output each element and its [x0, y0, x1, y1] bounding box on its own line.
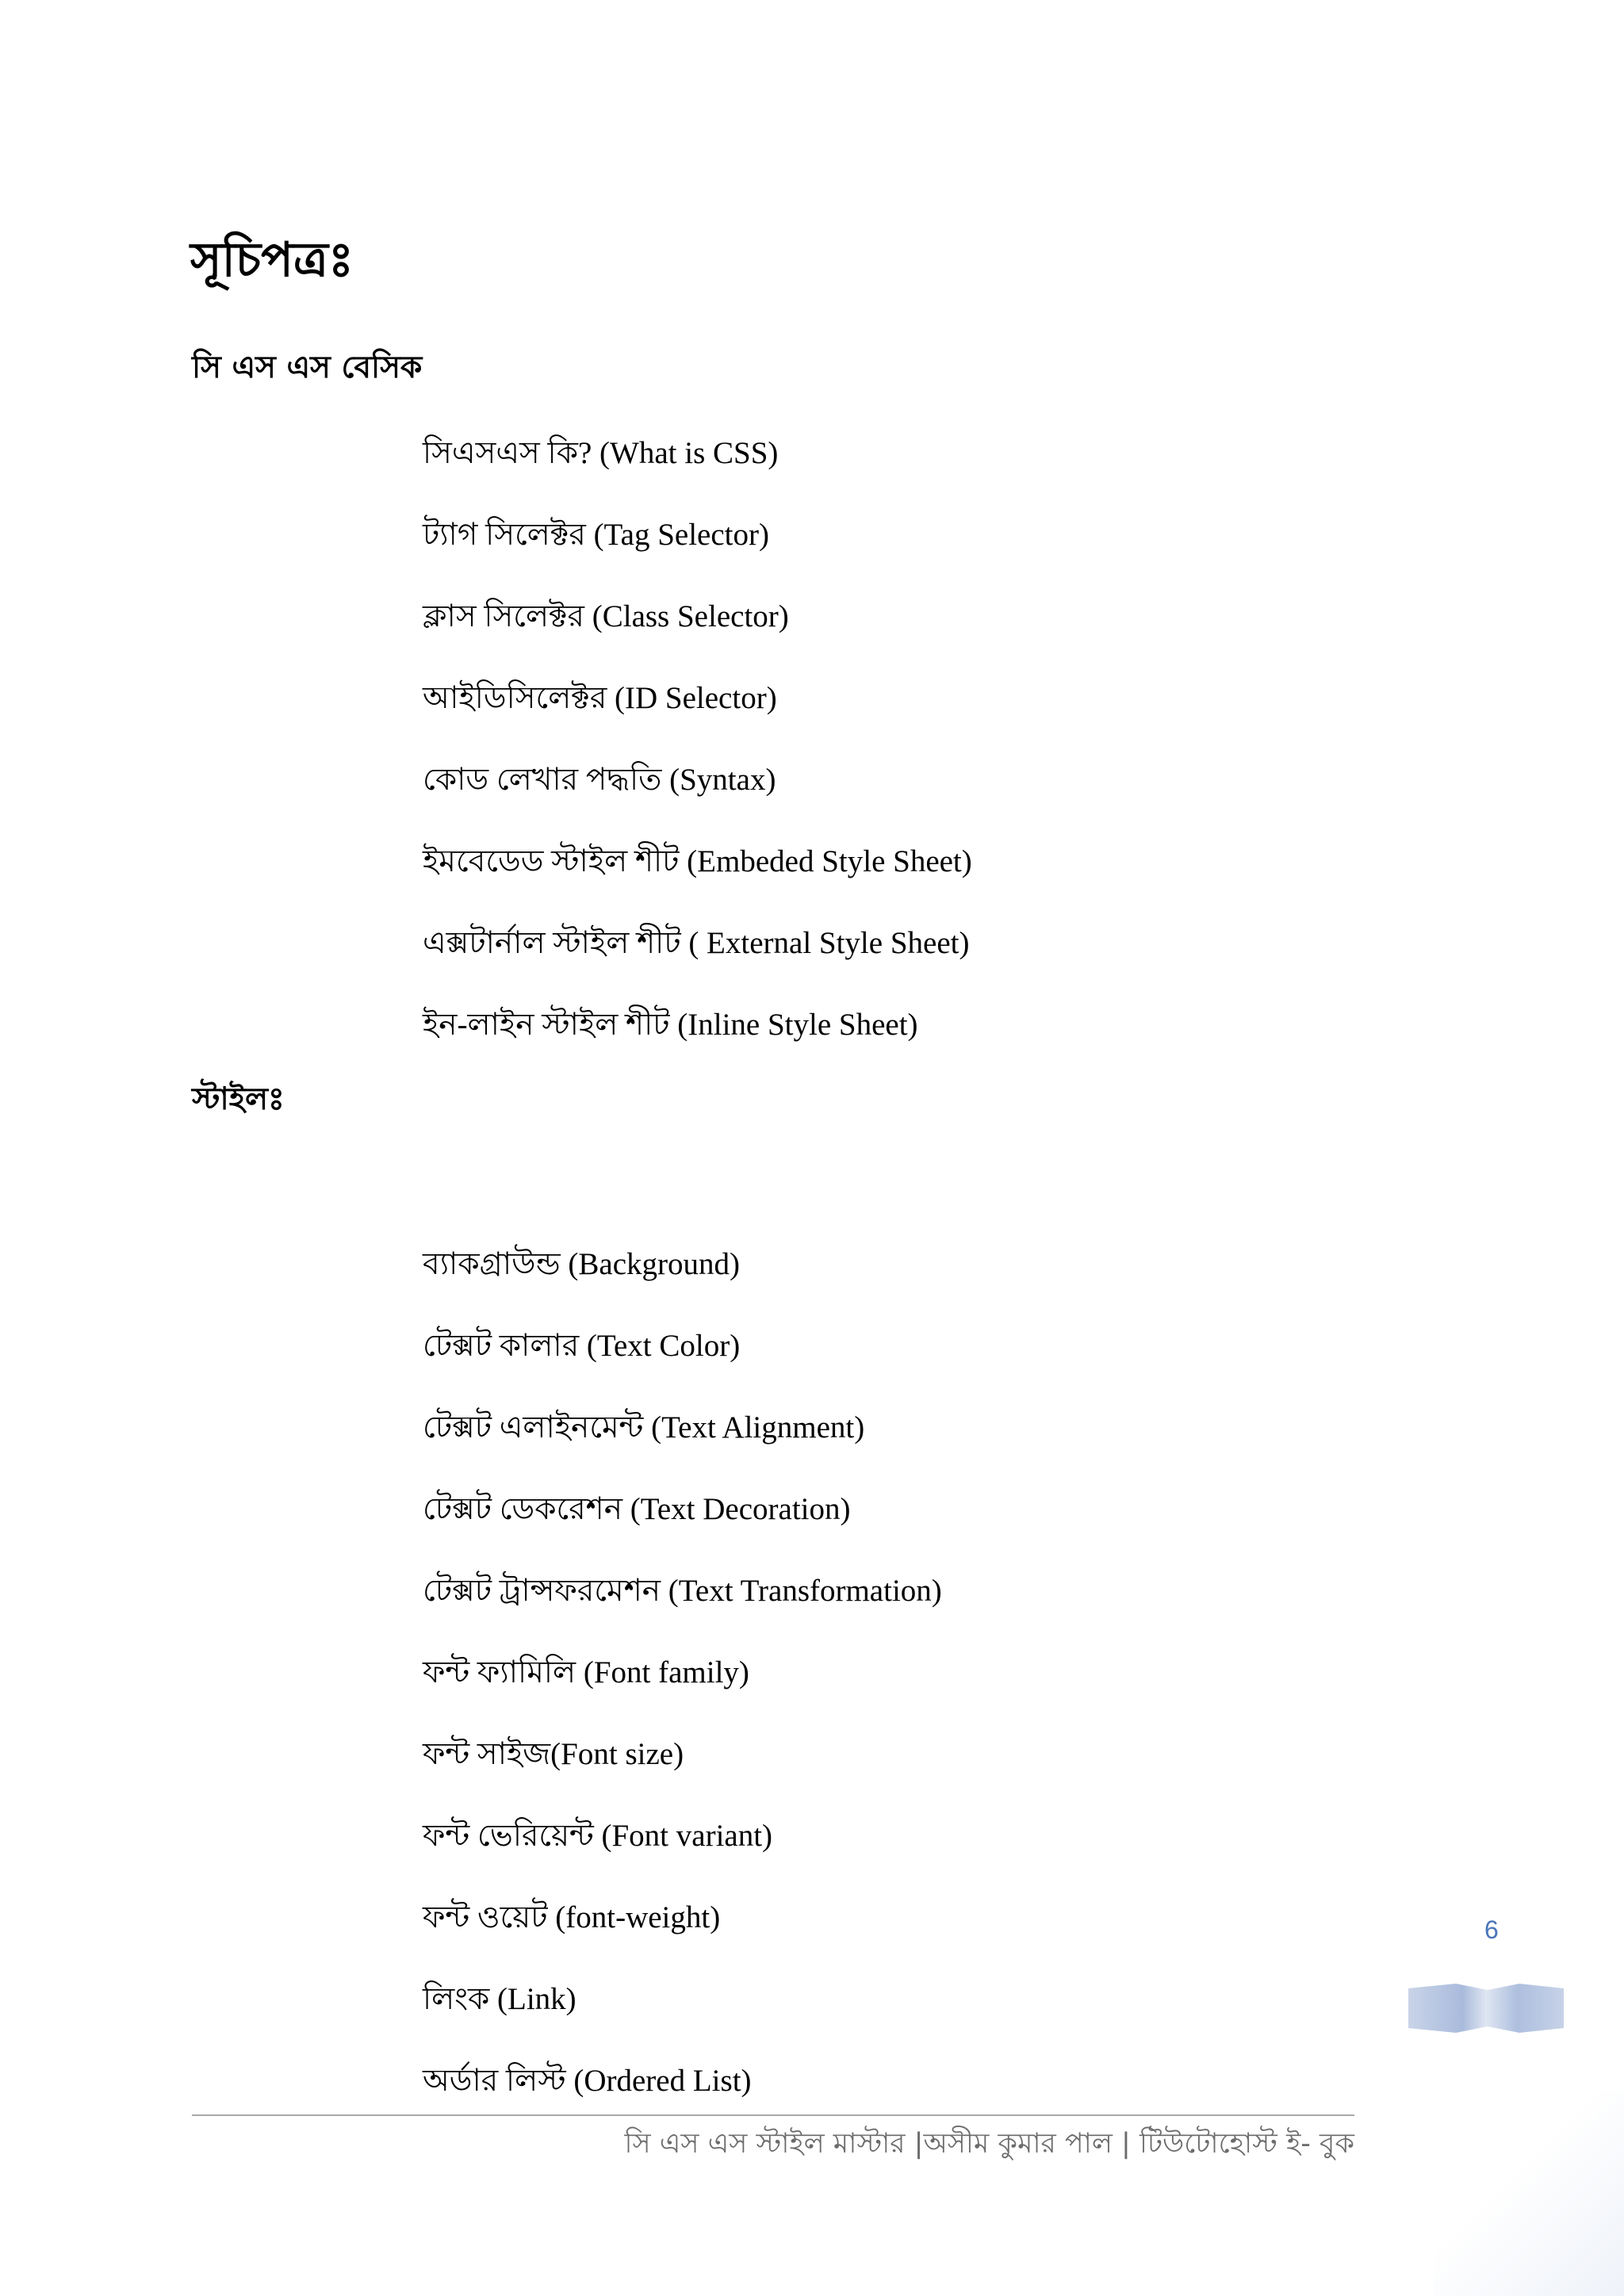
- page-number: 6: [1484, 1915, 1499, 1944]
- toc-item-id-selector: আইডিসিলেক্টর (ID Selector): [423, 681, 777, 715]
- toc-item-syntax: কোড লেখার পদ্ধতি (Syntax): [423, 763, 776, 797]
- toc-item-ordered-list: অর্ডার লিস্ট (Ordered List): [423, 2064, 752, 2098]
- toc-item-font-size: ফন্ট সাইজ(Font size): [423, 1737, 684, 1771]
- toc-list-css-basic: [423, 412, 972, 1066]
- section-heading-style: স্টাইলঃ: [192, 1081, 285, 1117]
- toc-item-font-variant: ফন্ট ভেরিয়েন্ট (Font variant): [423, 1819, 773, 1853]
- page-title: সূচিপত্রঃ: [190, 232, 354, 288]
- toc-item-external-style-sheet: এক্সটার্নাল স্টাইল শীট ( External Style Sheet): [423, 926, 970, 960]
- page-curl-shadow: [1434, 2090, 1624, 2296]
- toc-item-background: ব্যাকগ্রাউন্ড (Background): [423, 1247, 740, 1281]
- toc-list-style: [423, 1223, 942, 2122]
- toc-item-font-family: ফন্ট ফ্যামিলি (Font family): [423, 1655, 749, 1689]
- toc-item-what-is-css: সিএসএস কি? (What is CSS): [423, 436, 779, 470]
- footer-rule: [192, 2114, 1354, 2116]
- section-heading-css-basic: সি এস এস বেসিক: [192, 349, 423, 385]
- toc-item-embeded-style-sheet: ইমবেডেড স্টাইল শীট (Embeded Style Sheet): [423, 844, 972, 878]
- toc-item-tag-selector: ট্যাগ সিলেক্টর (Tag Selector): [423, 518, 769, 552]
- toc-item-font-weight: ফন্ট ওয়েট (font-weight): [423, 1900, 721, 1934]
- toc-item-inline-style-sheet: ইন-লাইন স্টাইল শীট (Inline Style Sheet): [423, 1008, 918, 1042]
- toc-item-text-decoration: টেক্সট ডেকরেশন (Text Decoration): [423, 1492, 851, 1526]
- toc-item-link: লিংক (Link): [423, 1982, 576, 2016]
- footer-text: সি এস এস স্টাইল মাস্টার |অসীম কুমার পাল | টিউটোহোস্ট ই- বুক: [624, 2128, 1354, 2160]
- toc-item-class-selector: ক্লাস সিলেক্টর (Class Selector): [423, 599, 789, 633]
- toc-item-text-color: টেক্সট কালার (Text Color): [423, 1329, 741, 1363]
- toc-item-text-transformation: টেক্সট ট্রান্সফরমেশন (Text Transformation): [423, 1574, 942, 1608]
- page-ribbon-decoration: [1408, 1980, 1564, 2038]
- toc-item-text-alignment: টেক্সট এলাইনমেন্ট (Text Alignment): [423, 1410, 865, 1445]
